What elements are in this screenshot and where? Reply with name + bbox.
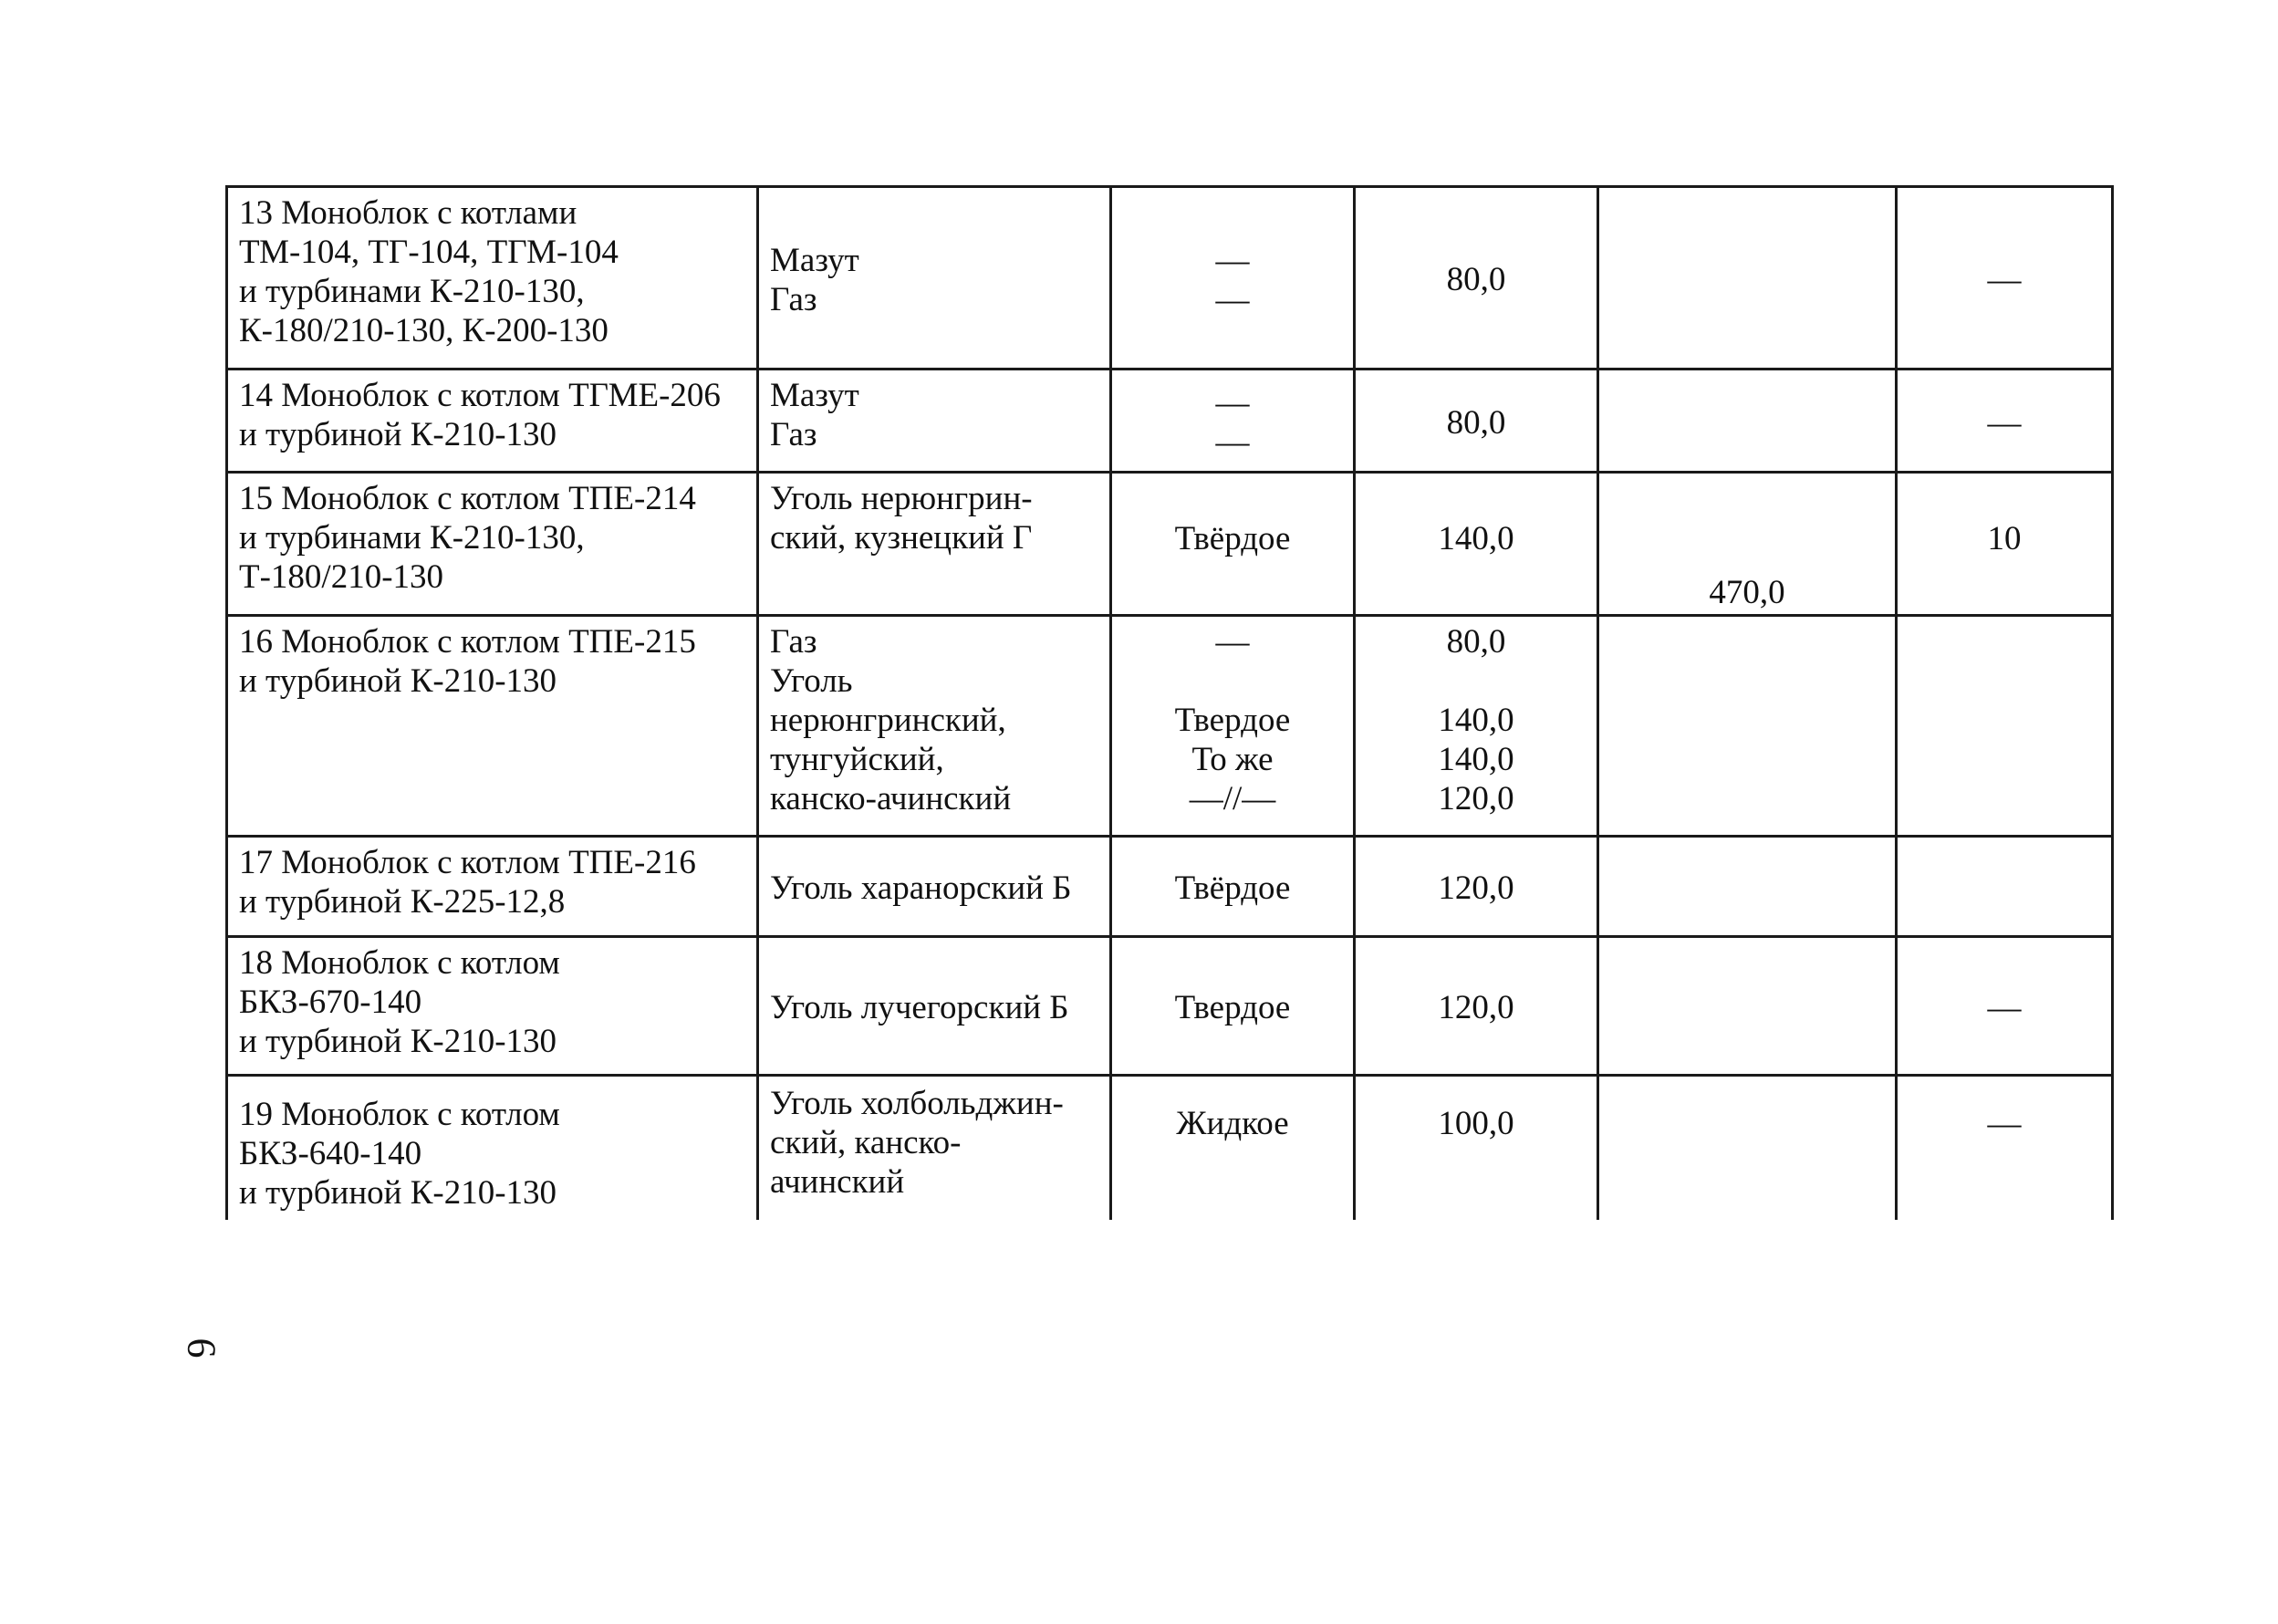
table-cell-fuel: Газ Уголь нерюнгринский, тунгуйский, канско-ачинский	[758, 616, 1111, 837]
table-cell-fuel: Уголь харанорский Б	[758, 837, 1111, 937]
table-cell-fuel-type: — Твердое То же —//—	[1111, 616, 1355, 837]
table-cell-unit: 15 Моноблок с котлом ТПЕ-214 и турбинами К-210-130, Т-180/210-130	[227, 473, 758, 616]
table-cell-col5: 470,0	[1598, 473, 1897, 616]
table-cell-fuel-type: Жидкое	[1111, 1076, 1355, 1220]
table-row	[227, 187, 2113, 370]
table-cell-col5	[1598, 1076, 1897, 1220]
table-cell-unit: 16 Моноблок с котлом ТПЕ-215 и турбиной К-210-130	[227, 616, 758, 837]
table-cell-fuel: Уголь холбольджин- ский, канско- ачинский	[758, 1076, 1111, 1220]
table-cell-col5	[1598, 370, 1897, 473]
table-cell-col5	[1598, 187, 1897, 370]
table-cell-value: 100,0	[1355, 1076, 1598, 1220]
table-cell-fuel-type: Твёрдое	[1111, 837, 1355, 937]
table-cell-fuel: Уголь лучегорский Б	[758, 937, 1111, 1076]
table-cell-fuel-type: — —	[1111, 370, 1355, 473]
table-cell-col5	[1598, 837, 1897, 937]
table-cell-value: 80,0	[1355, 370, 1598, 473]
table-row	[227, 370, 2113, 473]
table-cell-fuel: Мазут Газ	[758, 370, 1111, 473]
table-row	[227, 1076, 2113, 1220]
table-cell-value: 120,0	[1355, 837, 1598, 937]
table-cell-fuel: Мазут Газ	[758, 187, 1111, 370]
table-cell-col6	[1897, 837, 2113, 937]
table-row	[227, 837, 2113, 937]
table-cell-unit: 14 Моноблок с котлом ТГМЕ-206 и турбиной К-210-130	[227, 370, 758, 473]
table-cell-value: 80,0 140,0 140,0 120,0	[1355, 616, 1598, 837]
page-number: 6	[179, 1338, 224, 1359]
table-cell-col6: —	[1897, 937, 2113, 1076]
table-cell-col5	[1598, 616, 1897, 837]
table-cell-unit: 18 Моноблок с котлом БКЗ-670-140 и турбиной К-210-130	[227, 937, 758, 1076]
table-cell-col6: —	[1897, 187, 2113, 370]
table-cell-value: 120,0	[1355, 937, 1598, 1076]
table-cell-fuel-type: Твердое	[1111, 937, 1355, 1076]
table-cell-col6: —	[1897, 1076, 2113, 1220]
table-cell-col5	[1598, 937, 1897, 1076]
table-cell-unit: 19 Моноблок с котлом БКЗ-640-140 и турбиной К-210-130	[227, 1076, 758, 1220]
table-row	[227, 473, 2113, 616]
table-cell-value: 80,0	[1355, 187, 1598, 370]
table-cell-col6: —	[1897, 370, 2113, 473]
table-cell-unit: 13 Моноблок с котлами ТМ-104, ТГ-104, ТГМ-104 и турбинами К-210-130, К-180/210-130, К-200-130	[227, 187, 758, 370]
table-row	[227, 937, 2113, 1076]
table-cell-col6	[1897, 616, 2113, 837]
table-cell-col6: 10	[1897, 473, 2113, 616]
table-cell-fuel-type: Твёрдое	[1111, 473, 1355, 616]
table-cell-unit: 17 Моноблок с котлом ТПЕ-216 и турбиной К-225-12,8	[227, 837, 758, 937]
table-cell-fuel-type: — —	[1111, 187, 1355, 370]
table-row	[227, 616, 2113, 837]
table-cell-value: 140,0	[1355, 473, 1598, 616]
data-table	[225, 185, 2114, 1220]
table-cell-fuel: Уголь нерюнгрин- ский, кузнецкий Г	[758, 473, 1111, 616]
